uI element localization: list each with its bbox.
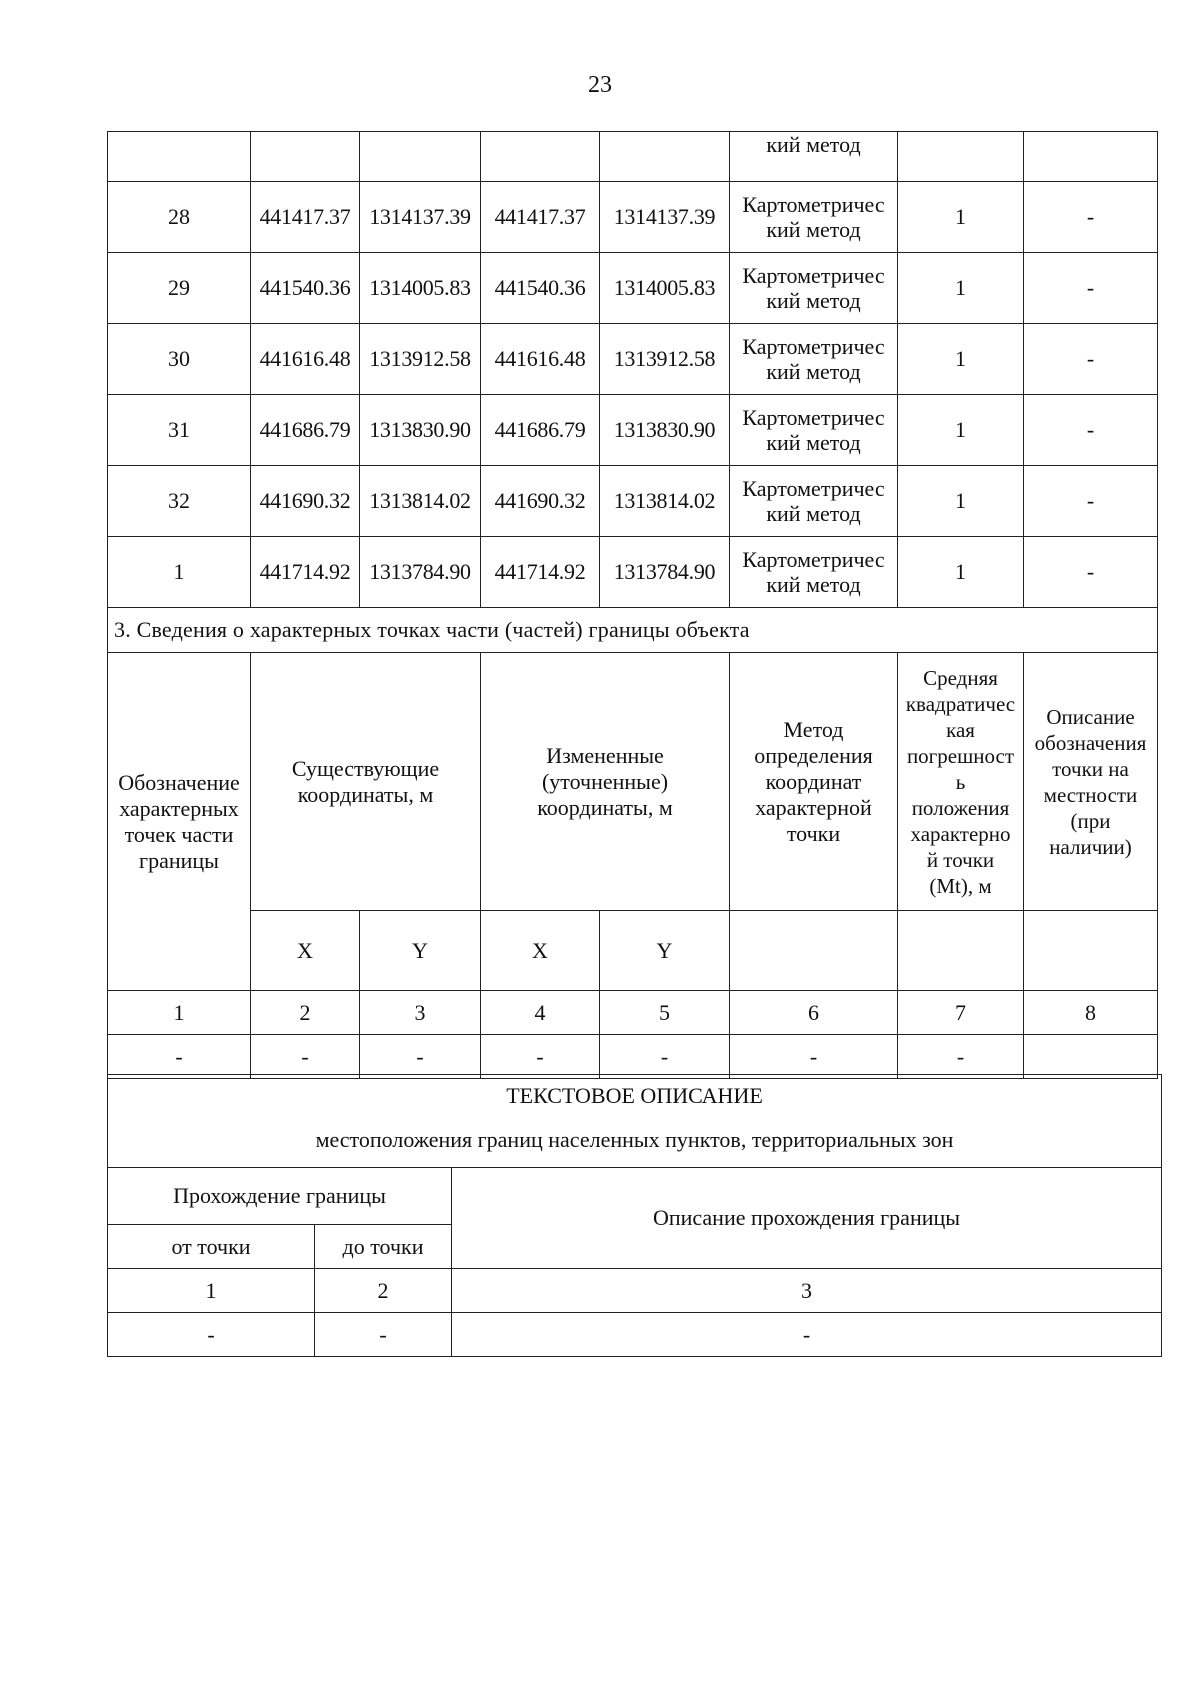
description-cell: - (1024, 466, 1158, 537)
column-numbers-row (108, 991, 1158, 1035)
header-changed-coords (481, 653, 730, 911)
y-existing-cell: 1313912.58 (360, 324, 481, 395)
header-text: й точки (926, 847, 995, 872)
header-text: Существующие (291, 755, 440, 781)
y-existing-cell: 1313830.90 (360, 395, 481, 466)
text-column-numbers-row (108, 1269, 1162, 1313)
header-text: координат (765, 768, 862, 794)
description-cell: - (1024, 324, 1158, 395)
x-existing-cell: 441540.36 (251, 253, 360, 324)
mt-cell: 1 (898, 395, 1024, 466)
table-cell: - (108, 1035, 251, 1079)
empty-data-row (108, 1035, 1158, 1079)
table-row (108, 537, 1158, 608)
y-changed-cell: 1314005.83 (600, 253, 730, 324)
method-text: кий метод (766, 217, 861, 242)
method-text: кий метод (766, 501, 861, 526)
header-text: характерных (119, 795, 239, 821)
passage-header-row (108, 1168, 1162, 1225)
method-text: кий метод (766, 572, 861, 597)
column-number: 3 (360, 991, 481, 1035)
method-cell: кий метод (730, 132, 898, 182)
x-changed-cell: 441686.79 (481, 395, 600, 466)
method-text: Картометричес (742, 476, 885, 501)
table-cell (1024, 1035, 1158, 1079)
table-cell: - (730, 1035, 898, 1079)
y-changed-cell: 1313830.90 (600, 395, 730, 466)
column-number: 6 (730, 991, 898, 1035)
header-text: Метод (783, 716, 844, 742)
method-text: кий метод (766, 359, 861, 384)
point-cell: 1 (108, 537, 251, 608)
method-cell (730, 182, 898, 253)
page-number: 23 (588, 72, 612, 98)
header-text: квадратичес (905, 691, 1016, 716)
x-existing-cell: 441690.32 (251, 466, 360, 537)
method-cell (730, 253, 898, 324)
header-text: кая (946, 717, 975, 742)
table-cell: - (108, 1313, 315, 1357)
y-existing-cell: 1313814.02 (360, 466, 481, 537)
point-cell: 30 (108, 324, 251, 395)
header-description (1024, 653, 1158, 911)
x-existing-cell: 441417.37 (251, 182, 360, 253)
header-text: координаты, м (537, 794, 673, 820)
subtitle-text: местоположения границ населенных пунктов, территориальных зон (315, 1127, 954, 1152)
mt-cell: 1 (898, 466, 1024, 537)
header-empty-cell (1024, 911, 1158, 991)
header-text: Обозначение (118, 769, 240, 795)
method-cell (730, 395, 898, 466)
point-cell: 31 (108, 395, 251, 466)
text-description-title (108, 1075, 1162, 1168)
x-changed-cell: 441417.37 (481, 182, 600, 253)
description-header: Описание прохождения границы (452, 1168, 1162, 1269)
table-row (108, 395, 1158, 466)
header-text: Измененные (546, 742, 664, 768)
column-number: 5 (600, 991, 730, 1035)
header-text: погрешност (906, 743, 1015, 768)
header-xy-row (108, 911, 1158, 991)
header-row (108, 653, 1158, 911)
text-description-title-row (108, 1075, 1162, 1168)
column-number: 8 (1024, 991, 1158, 1035)
header-x-existing: X (251, 911, 360, 991)
header-text: (уточненные) (541, 768, 669, 794)
column-number: 2 (251, 991, 360, 1035)
description-cell: - (1024, 182, 1158, 253)
mt-cell: 1 (898, 537, 1024, 608)
table-row (108, 182, 1158, 253)
table-cell: - (481, 1035, 600, 1079)
method-cell (730, 466, 898, 537)
header-text: положения (911, 795, 1010, 820)
header-existing-coords (251, 653, 481, 911)
text-description-table (107, 1074, 1162, 1357)
header-x-changed: X (481, 911, 600, 991)
section3-row (108, 608, 1158, 653)
table-cell: - (898, 1035, 1024, 1079)
header-text: точки на (1052, 756, 1129, 781)
y-existing-cell: 1314137.39 (360, 182, 481, 253)
header-text: обозначения (1034, 730, 1147, 755)
header-point-designation (108, 653, 251, 991)
header-text: ь (955, 769, 966, 794)
table-cell: - (452, 1313, 1162, 1357)
x-changed-cell: 441616.48 (481, 324, 600, 395)
y-existing-cell: 1314005.83 (360, 253, 481, 324)
header-mean-error (898, 653, 1024, 911)
method-text: кий метод (766, 430, 861, 455)
mt-cell: 1 (898, 182, 1024, 253)
header-text: характерно (910, 821, 1011, 846)
header-text: (Mt), м (929, 873, 992, 898)
x-existing-cell: 441686.79 (251, 395, 360, 466)
table-cell: - (251, 1035, 360, 1079)
y-changed-cell: 1313784.90 (600, 537, 730, 608)
y-changed-cell: 1314137.39 (600, 182, 730, 253)
column-number: 2 (315, 1269, 452, 1313)
point-cell: 28 (108, 182, 251, 253)
column-number: 1 (108, 991, 251, 1035)
passage-header: Прохождение границы (108, 1168, 452, 1225)
header-text: Описание (1046, 704, 1135, 729)
y-changed-cell: 1313912.58 (600, 324, 730, 395)
x-changed-cell: 441714.92 (481, 537, 600, 608)
header-method (730, 653, 898, 911)
method-text: кий метод (766, 288, 861, 313)
description-cell: - (1024, 395, 1158, 466)
header-text: точки (786, 820, 841, 846)
description-cell: - (1024, 537, 1158, 608)
section3-title: 3. Сведения о характерных точках части (частей) границы объекта (108, 608, 1158, 653)
header-text: местности (1043, 782, 1138, 807)
header-y-changed: Y (600, 911, 730, 991)
description-cell: - (1024, 253, 1158, 324)
table-cell: - (315, 1313, 452, 1357)
method-cell (730, 324, 898, 395)
y-changed-cell: 1313814.02 (600, 466, 730, 537)
column-number: 1 (108, 1269, 315, 1313)
header-y-existing: Y (360, 911, 481, 991)
header-empty-cell (898, 911, 1024, 991)
x-existing-cell: 441714.92 (251, 537, 360, 608)
header-text: Средняя (923, 665, 998, 690)
table-row (108, 324, 1158, 395)
method-text: Картометричес (742, 547, 885, 572)
text-data-row (108, 1313, 1162, 1357)
from-point-header: от точки (108, 1225, 315, 1269)
point-cell: 29 (108, 253, 251, 324)
x-existing-cell: 441616.48 (251, 324, 360, 395)
mt-cell: 1 (898, 253, 1024, 324)
table-row (108, 466, 1158, 537)
method-cell (730, 537, 898, 608)
method-text: Картометричес (742, 263, 885, 288)
x-changed-cell: 441690.32 (481, 466, 600, 537)
boundary-points-table (107, 131, 1158, 1079)
header-text: (при (1070, 808, 1111, 833)
title-text: ТЕКСТОВОЕ ОПИСАНИЕ (506, 1083, 763, 1108)
header-text: координаты, м (297, 781, 434, 807)
mt-cell: 1 (898, 324, 1024, 395)
column-number: 3 (452, 1269, 1162, 1313)
y-existing-cell: 1313784.90 (360, 537, 481, 608)
header-text: наличии) (1049, 834, 1132, 859)
table-cell: - (360, 1035, 481, 1079)
header-text: точек части (124, 821, 234, 847)
method-text: Картометричес (742, 334, 885, 359)
continued-row (108, 132, 1158, 182)
to-point-header: до точки (315, 1225, 452, 1269)
header-text: определения (754, 742, 873, 768)
header-empty-cell (730, 911, 898, 991)
table-row (108, 253, 1158, 324)
x-changed-cell: 441540.36 (481, 253, 600, 324)
method-text: Картометричес (742, 405, 885, 430)
point-cell: 32 (108, 466, 251, 537)
method-text: Картометричес (742, 192, 885, 217)
column-number: 4 (481, 991, 600, 1035)
column-number: 7 (898, 991, 1024, 1035)
header-text: границы (139, 847, 219, 873)
table-cell: - (600, 1035, 730, 1079)
header-text: характерной (755, 794, 872, 820)
